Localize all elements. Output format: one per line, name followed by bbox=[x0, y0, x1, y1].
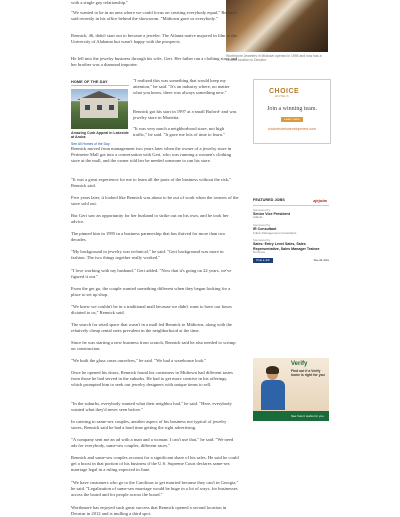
article-paragraph: Rennick moved from management two years later when the owner of a jewelry store in Perimeter Mall got into a conversation with Geri, who was running a women's clothing store at the mall, and the owner told her he needed someone to run his store. bbox=[71, 146, 232, 164]
article-paragraph: "A company sent me an ad with a man and a woman. I can't use that," he said. "We need ads for everybody, same-sex couples, different races." bbox=[71, 437, 234, 449]
article-paragraph: He fell into the jewelry business through his wife, Geri. Her father ran a clothing store and her brother was a diamond importer. bbox=[71, 56, 238, 68]
featured-jobs bbox=[253, 198, 329, 265]
job-item[interactable] bbox=[253, 223, 329, 235]
article-photo bbox=[226, 0, 328, 52]
article-paragraph: Once he opened his doors, Rennick found his customers in Midtown had different tastes from those he had served in the suburbs. He had to get more creative in his offerings, which prompted him to seek out jewelry designers with unique items to sell. bbox=[71, 370, 233, 388]
home-of-the-day[interactable] bbox=[71, 80, 129, 146]
article-paragraph: Since he was starting a new business from scratch, Rennick said he also needed to scrimp on construction. bbox=[71, 340, 236, 352]
article-paragraph: The search for retail space that wasn't in a mall led Rennick to Midtown, along with the relatively cheap rental rates prevalent in the neighborhood at the time. bbox=[71, 322, 232, 334]
article-paragraph: "It was very much a neighborhood store, not high traffic," he said. "It gave me lots of time to learn." bbox=[133, 126, 225, 138]
article-paragraph: "We wanted to be in an area where we could focus on creating everybody equal," Rennick said recently in his office behind the showroom. "Midtown gave us everybody." bbox=[71, 10, 237, 22]
job-company: Sponsored by bbox=[253, 238, 271, 243]
verify-ad[interactable] bbox=[253, 358, 329, 421]
article-paragraph: But Geri saw an opportunity for her husband to strike out on his own, and he took her advice. bbox=[71, 213, 229, 225]
verify-cta-bar[interactable] bbox=[253, 411, 329, 421]
home-photo[interactable] bbox=[71, 89, 128, 129]
article-photo-caption: Worthmore Jewelers in Midtown opened in 1995 and now has a second location in Decatur. bbox=[226, 54, 322, 63]
job-company: Sponsored by bbox=[253, 223, 271, 228]
job-item[interactable] bbox=[253, 238, 329, 255]
article-paragraph: "I love working with my husband," Geri added. "Now that it's going on 22 years, we've figured it out." bbox=[71, 268, 232, 280]
learn-more-button[interactable]: Learn more bbox=[281, 117, 303, 122]
article-paragraph: Worthmore has enjoyed such great success that Rennick opened a second location in Decatur in 2012 and is mulling a third spot. bbox=[71, 505, 227, 517]
job-title[interactable]: Sales: Entry Level Sales, Sales Representative, Sales Manager Trainee bbox=[253, 242, 320, 251]
ajcjobs-logo[interactable]: ajcjobs bbox=[313, 198, 327, 203]
see-all-jobs-link[interactable]: See All Jobs bbox=[313, 258, 329, 263]
article-paragraph: "In the suburbs, everybody wanted what their neighbor had," he said. "Here, everybody wanted what they'd never seen before." bbox=[71, 401, 232, 413]
choice-url-link[interactable]: choicehotelsdevelopment.com bbox=[267, 127, 317, 131]
article-paragraph: Rennick got his start in 1997 at a small Buford- and was jewelry store in Marietta. bbox=[133, 109, 237, 121]
article-paragraph: with a single gay relationship." bbox=[71, 0, 129, 5]
verify-ad-text: Find out if a Verify home is right for you bbox=[291, 369, 325, 378]
article-paragraph: "It was a great experience for me to learn all the parts of the business without the risk," Rennick said. bbox=[71, 177, 231, 189]
job-item[interactable] bbox=[253, 208, 329, 220]
home-caption[interactable]: Amazing Curb Appeal in Lakeside at Aruba bbox=[71, 131, 129, 140]
job-location: Norcross bbox=[253, 250, 266, 255]
job-location: Atlanta bbox=[253, 215, 263, 220]
post-a-job-button[interactable]: Post a Job bbox=[253, 258, 273, 263]
article-paragraph: "We knew we couldn't be in a traditional mall because we didn't want to have our hours dictated to us," Rennick said. bbox=[71, 304, 232, 316]
verify-cta-label[interactable]: See how it works for you bbox=[291, 414, 324, 418]
job-location: Fulton Management Consultants bbox=[253, 230, 297, 235]
ad-person-image bbox=[259, 368, 287, 410]
article-paragraph: Rennick, 46, didn't start out to become a jeweler. The Atlanta native majored in film at the University of Alabama but wasn't happy with the prospects. bbox=[71, 33, 237, 45]
article-paragraph: In catering to same-sex couples, another aspect of his business not typical of jewelry stores, Rennick said he had a hard time getting the right advertising. bbox=[71, 419, 227, 431]
featured-jobs-title: FEATURED JOBS bbox=[253, 198, 285, 202]
choice-logo-text: CHOICE bbox=[269, 88, 300, 95]
choice-hotels-ad[interactable] bbox=[253, 79, 331, 144]
article-paragraph: The pinned him in 1995 in a business partnership that has thrived for more than two decades. bbox=[71, 231, 226, 243]
job-company: Sponsored by bbox=[253, 208, 271, 212]
article-paragraph: "My background in jewelry was technical," he said. "Geri background was more in fashion. The two things together really worked." bbox=[71, 249, 224, 261]
article-paragraph: "We built the glass cases ourselves," he said. "We had a warehouse look." bbox=[71, 358, 207, 363]
article-paragraph: "We have customers who go to the Carolinas to get married because they can't in Georgia," he said. "Legalization of same-sex marriage would be huge in a lot of ways, for businesses across the board and for people across the board." bbox=[71, 480, 239, 498]
see-all-homes-link[interactable]: See All Homes of the Day bbox=[71, 141, 110, 146]
verify-logo: Verify bbox=[291, 361, 308, 367]
featured-jobs-header bbox=[253, 198, 329, 204]
home-of-the-day-header: HOME OF THE DAY bbox=[71, 80, 129, 86]
article-paragraph: "I realized this was something that would keep my attention," he said. "It's an industry where, no matter what you know, there was always something new." bbox=[133, 78, 230, 96]
choice-logo-subtext: HOTELS bbox=[275, 94, 289, 98]
job-title[interactable]: Senior Vice President bbox=[253, 212, 290, 216]
choice-logo bbox=[269, 88, 299, 98]
choice-tagline: Join a winning team. bbox=[267, 106, 317, 112]
article-paragraph: Five years later, it looked like Rennick was about to be out of work when the owners of the store sold out. bbox=[71, 195, 239, 207]
article-paragraph: From the get go, the couple wanted something different when they began looking for a place to set up shop. bbox=[71, 286, 231, 298]
job-title[interactable]: IR Consultant bbox=[253, 227, 277, 232]
article-paragraph: Rennick and same-sex couples account for a significant share of his sales. He said he could get a boost in that portion of his business if the U.S. Supreme Court declares same-sex marriage legal in a ruling expected in June. bbox=[71, 455, 239, 473]
